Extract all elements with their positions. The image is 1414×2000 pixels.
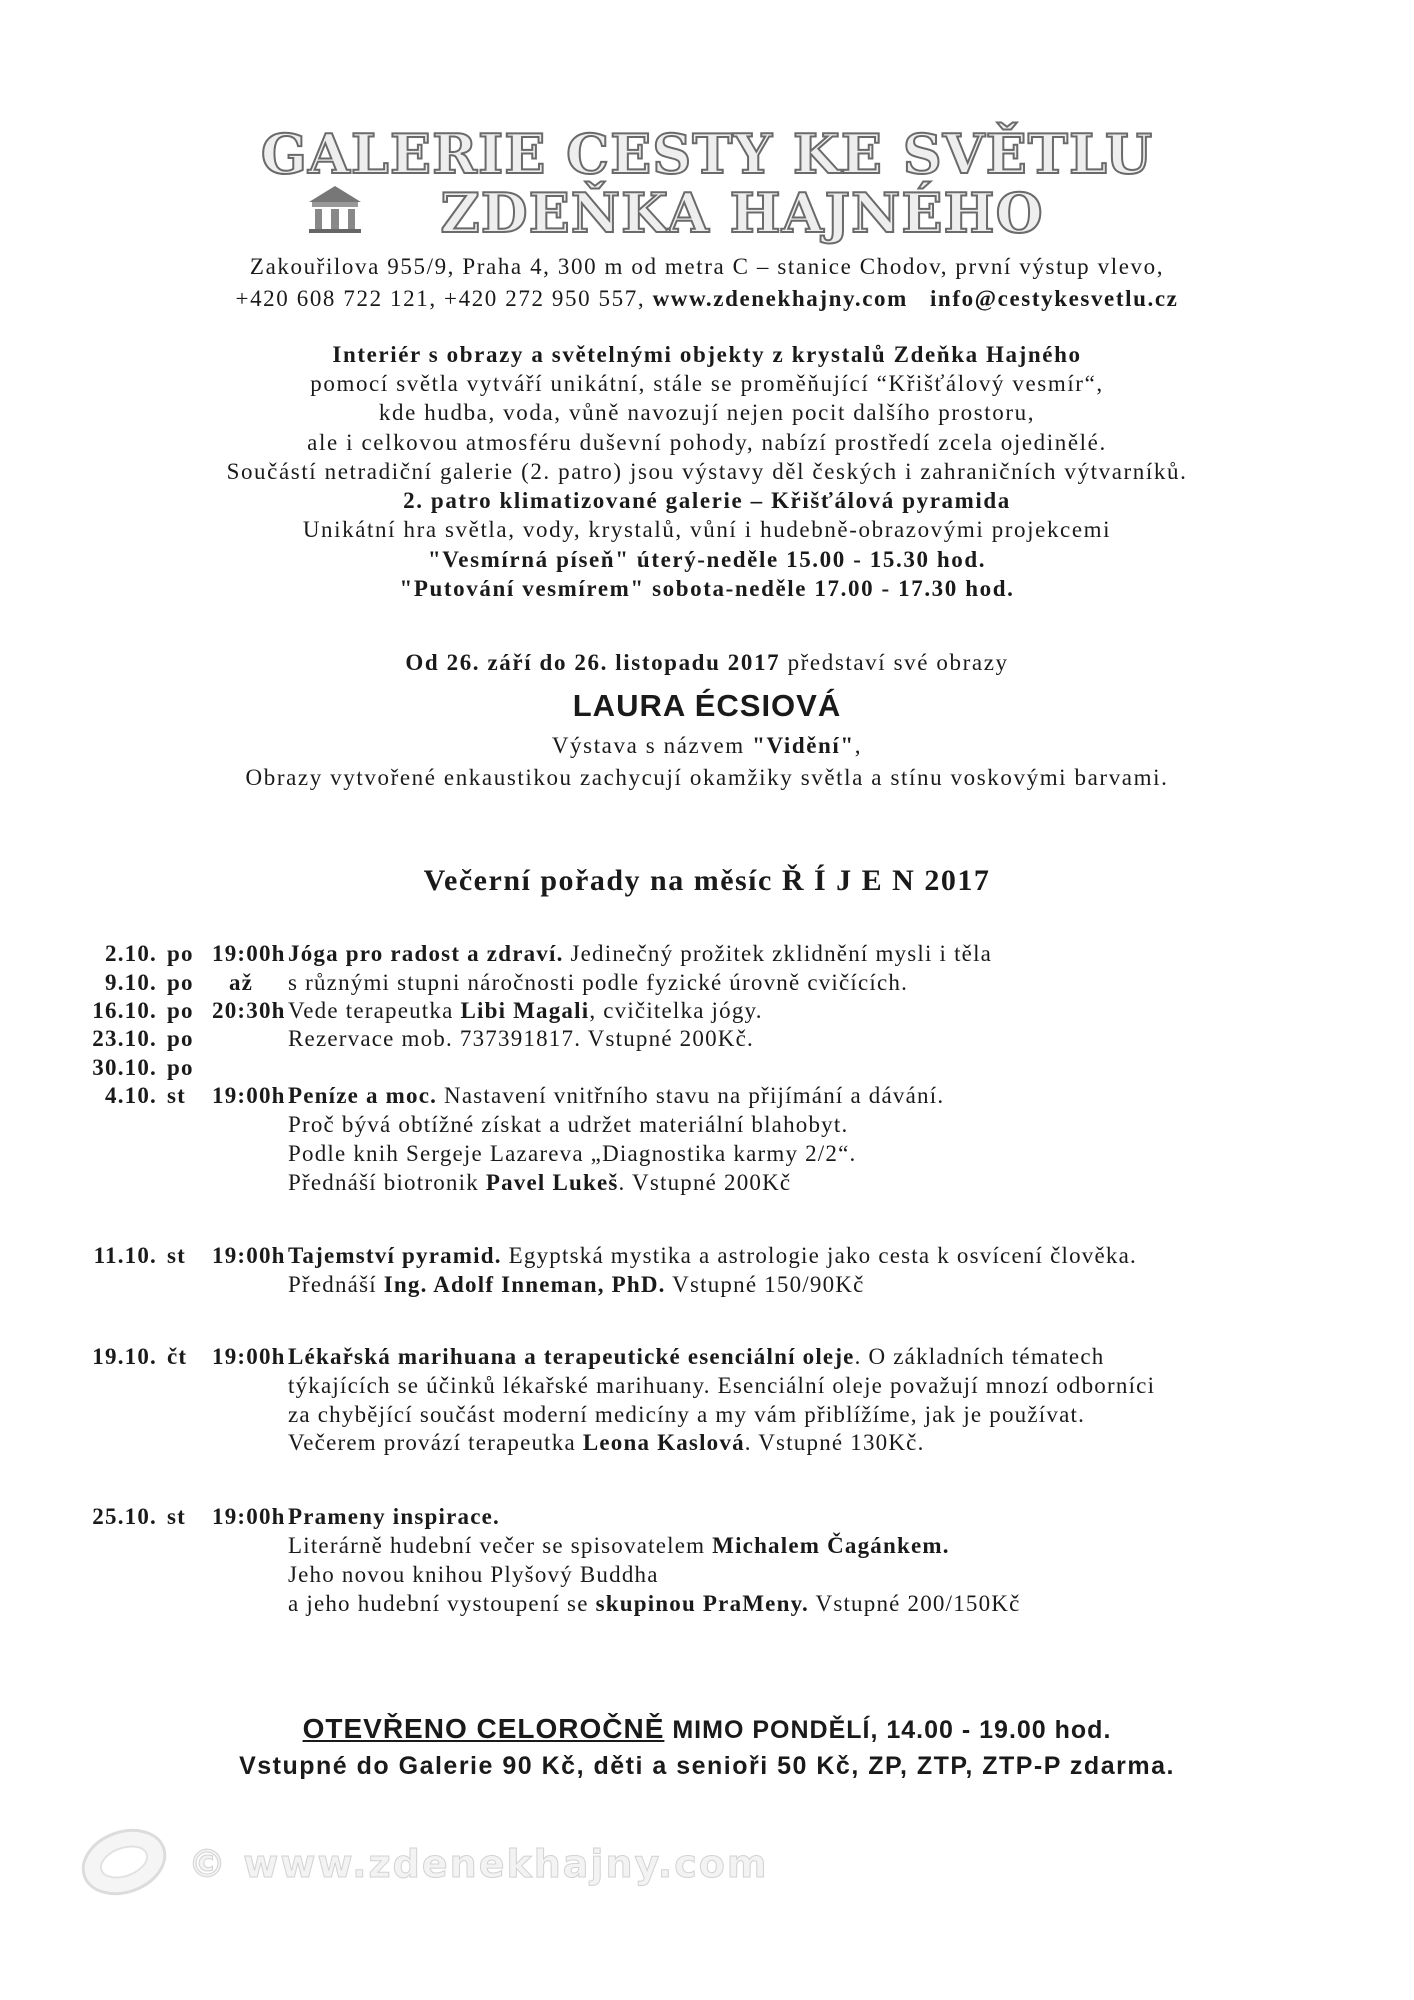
program-row	[0, 1373, 1414, 1403]
program-row	[0, 1170, 1414, 1200]
program-row	[0, 941, 1414, 971]
intro-line-4: ale i celkovou atmosféru duševní pohody, nabízí prostředí zcela ojedinělé.	[307, 430, 1107, 455]
event-text-after: . Vstupné 200Kč	[618, 1170, 792, 1195]
event-description	[288, 1344, 1104, 1370]
event-time: 19:00h	[212, 1344, 286, 1369]
event-day: st	[167, 1504, 187, 1529]
event-text: Egyptská mystika a astrologie jako cesta k osvícení člověka.	[501, 1243, 1137, 1268]
event-description	[288, 1272, 865, 1298]
intro-line-6: 2. patro klimatizované galerie – Křišťálová pyramida	[403, 488, 1011, 513]
event-time: 19:00h	[212, 1083, 286, 1108]
event-text: Podle knih Sergeje Lazareva „Diagnostika karmy 2/2“.	[288, 1141, 857, 1166]
program-row	[0, 1591, 1414, 1621]
event-description	[288, 1026, 754, 1052]
event-text-after: . Vstupné 130Kč.	[744, 1430, 925, 1455]
event-title: Lékařská marihuana a terapeutické esenciální oleje	[288, 1344, 855, 1369]
exhibition-name-line	[0, 731, 1414, 761]
watermark-text: © www.zdenekhajny.com	[188, 1842, 769, 1886]
gallery-title-line1: GALERIE CESTY KE SVĚTLU	[260, 122, 1154, 186]
event-time: 20:30h	[212, 998, 286, 1023]
event-description	[288, 1504, 500, 1530]
event-text: Proč bývá obtížné získat a udržet materiální blahobyt.	[288, 1112, 849, 1137]
opening-hours-headline: OTEVŘENO CELOROČNĚ	[302, 1713, 665, 1744]
event-text: Jeho novou knihou Plyšový Buddha	[288, 1562, 659, 1587]
event-day: po	[167, 970, 194, 995]
event-description	[288, 1373, 1155, 1399]
event-day: st	[167, 1243, 187, 1268]
event-description	[288, 1112, 848, 1138]
gallery-title-line2	[0, 181, 1414, 245]
program-row	[0, 1243, 1414, 1273]
event-text: s různými stupni náročnosti podle fyzické úrovně cvičících.	[288, 970, 909, 995]
intro-line-5: Součástí netradiční galerie (2. patro) jsou výstavy děl českých i zahraničních výtvarníků.	[226, 459, 1188, 484]
program-row	[0, 1430, 1414, 1460]
event-text: Jedinečný prožitek zklidnění mysli i těla	[563, 941, 993, 966]
event-title: Tajemství pyramid.	[288, 1243, 502, 1268]
event-time: 19:00h	[212, 1243, 286, 1268]
exhibition-name: "Vidění"	[752, 733, 855, 758]
event-title: Peníze a moc.	[288, 1083, 438, 1108]
phones: +420 608 722 121, +420 272 950 557,	[235, 286, 653, 311]
program-row	[0, 970, 1414, 1000]
event-text-before: Literárně hudební večer se spisovatelem	[288, 1533, 713, 1558]
program-row	[0, 1402, 1414, 1432]
event-description	[288, 970, 908, 996]
event-day: st	[167, 1083, 187, 1108]
program-heading: Večerní pořady na měsíc Ř Í J E N 2017	[423, 864, 991, 897]
event-text-before: Přednáší biotronik	[288, 1170, 486, 1195]
opening-hours-detail: MIMO PONDĚLÍ, 14.00 - 19.00 hod.	[664, 1716, 1112, 1744]
event-highlight: Michalem Čagánkem.	[712, 1533, 950, 1558]
program-row	[0, 1026, 1414, 1056]
event-time: 19:00h	[212, 1504, 286, 1529]
program-row	[0, 1504, 1414, 1534]
event-date: 9.10.	[105, 970, 157, 995]
email-link[interactable]: info@cestykesvetlu.cz	[929, 286, 1179, 311]
event-text: . O základních tématech	[854, 1344, 1105, 1369]
intro-line-2: pomocí světla vytváří unikátní, stále se proměňující “Křišťálový vesmír“,	[310, 371, 1104, 396]
event-text: Rezervace mob. 737391817. Vstupné 200Kč.	[288, 1026, 754, 1051]
website-link[interactable]: www.zdenekhajny.com	[652, 286, 908, 311]
exhibition-dates-suffix: představí své obrazy	[780, 650, 1009, 675]
program-row	[0, 1112, 1414, 1142]
exhibition-name-prefix: Výstava s názvem	[551, 733, 753, 758]
event-time: až	[228, 970, 254, 995]
event-date: 19.10.	[92, 1344, 157, 1369]
event-text-before: Přednáší	[288, 1272, 384, 1297]
event-day: po	[167, 1026, 194, 1051]
event-highlight: Ing. Adolf Inneman, PhD.	[383, 1272, 666, 1297]
program-row	[0, 998, 1414, 1028]
event-description	[288, 1141, 856, 1167]
program-row	[0, 1562, 1414, 1592]
artist-name: LAURA ÉCSIOVÁ	[572, 688, 842, 723]
event-description	[288, 1243, 1137, 1269]
program-row	[0, 1055, 1414, 1085]
event-time: 19:00h	[212, 941, 286, 966]
opening-hours-line	[0, 1713, 1414, 1745]
event-description	[288, 1591, 1021, 1617]
contact-line	[0, 284, 1414, 314]
event-text: týkajících se účinků lékařské marihuany. Esenciální oleje považují mnozí odborníci	[288, 1373, 1156, 1398]
event-text-after: Vstupné 150/90Kč	[665, 1272, 865, 1297]
event-text: za chybějící součást moderní medicíny a my vám přiblížíme, jak je používat.	[288, 1402, 1086, 1427]
program-row	[0, 1533, 1414, 1563]
exhibition-description: Obrazy vytvořené enkaustikou zachycují okamžiky světla a stínu voskovými barvami.	[245, 765, 1169, 790]
event-text-before: Večerem provází terapeutka	[288, 1430, 583, 1455]
address-line: Zakouřilova 955/9, Praha 4, 300 m od metra C – stanice Chodov, první výstup vlevo,	[249, 254, 1165, 279]
event-description	[288, 941, 992, 967]
event-highlight: skupinou PraMeny.	[595, 1591, 809, 1616]
intro-line-9: "Putování vesmírem" sobota-neděle 17.00 - 17.30 hod.	[399, 576, 1015, 601]
gallery-title-line2-text: ZDEŇKA HAJNÉHO	[440, 181, 1044, 245]
intro-line-1: Interiér s obrazy a světelnými objekty z krystalů Zdeňka Hajného	[332, 342, 1082, 367]
intro-line-3: kde hudba, voda, vůně navozují nejen pocit dalšího prostoru,	[378, 400, 1036, 425]
exhibition-dates-line	[0, 648, 1414, 678]
event-text-after: , cvičitelka jógy.	[589, 998, 763, 1023]
event-date: 16.10.	[92, 998, 157, 1023]
event-description	[288, 1430, 925, 1456]
event-day: po	[167, 941, 194, 966]
event-day: po	[167, 1055, 194, 1080]
exhibition-name-suffix: ,	[854, 733, 863, 758]
program-row	[0, 1083, 1414, 1113]
event-date: 30.10.	[92, 1055, 157, 1080]
event-day: po	[167, 998, 194, 1023]
event-date: 11.10.	[93, 1243, 157, 1268]
event-description	[288, 1562, 659, 1588]
event-text-before: a jeho hudební vystoupení se	[288, 1591, 596, 1616]
event-highlight: Libi Magali	[460, 998, 590, 1023]
event-day: čt	[167, 1344, 188, 1369]
event-title: Jóga pro radost a zdraví.	[288, 941, 564, 966]
watermark-logo-icon	[76, 1822, 172, 1902]
event-text-after: Vstupné 200/150Kč	[808, 1591, 1021, 1616]
program-row	[0, 1272, 1414, 1302]
program-row	[0, 1344, 1414, 1374]
event-date: 2.10.	[105, 941, 157, 966]
program-row	[0, 1141, 1414, 1171]
event-description	[288, 1533, 950, 1559]
intro-line-7: Unikátní hra světla, vody, krystalů, vůní i hudebně-obrazovými projekcemi	[302, 517, 1112, 542]
intro-line-8: "Vesmírná píseň" úterý-neděle 15.00 - 15.30 hod.	[427, 547, 987, 572]
event-text: Nastavení vnitřního stavu na přijímání a dávání.	[437, 1083, 945, 1108]
event-date: 25.10.	[92, 1504, 157, 1529]
event-description	[288, 1402, 1085, 1428]
event-description	[288, 1170, 791, 1196]
admission-line: Vstupné do Galerie 90 Kč, děti a senioři 50 Kč, ZP, ZTP, ZTP-P zdarma.	[239, 1752, 1175, 1780]
event-title: Prameny inspirace.	[288, 1504, 500, 1529]
event-description	[288, 1083, 944, 1109]
event-date: 23.10.	[92, 1026, 157, 1051]
event-highlight: Pavel Lukeš	[485, 1170, 619, 1195]
exhibition-dates: Od 26. září do 26. listopadu 2017	[405, 650, 781, 675]
event-highlight: Leona Kaslová	[582, 1430, 745, 1455]
event-date: 4.10.	[105, 1083, 157, 1108]
event-text-before: Vede terapeutka	[288, 998, 461, 1023]
event-description	[288, 998, 763, 1024]
